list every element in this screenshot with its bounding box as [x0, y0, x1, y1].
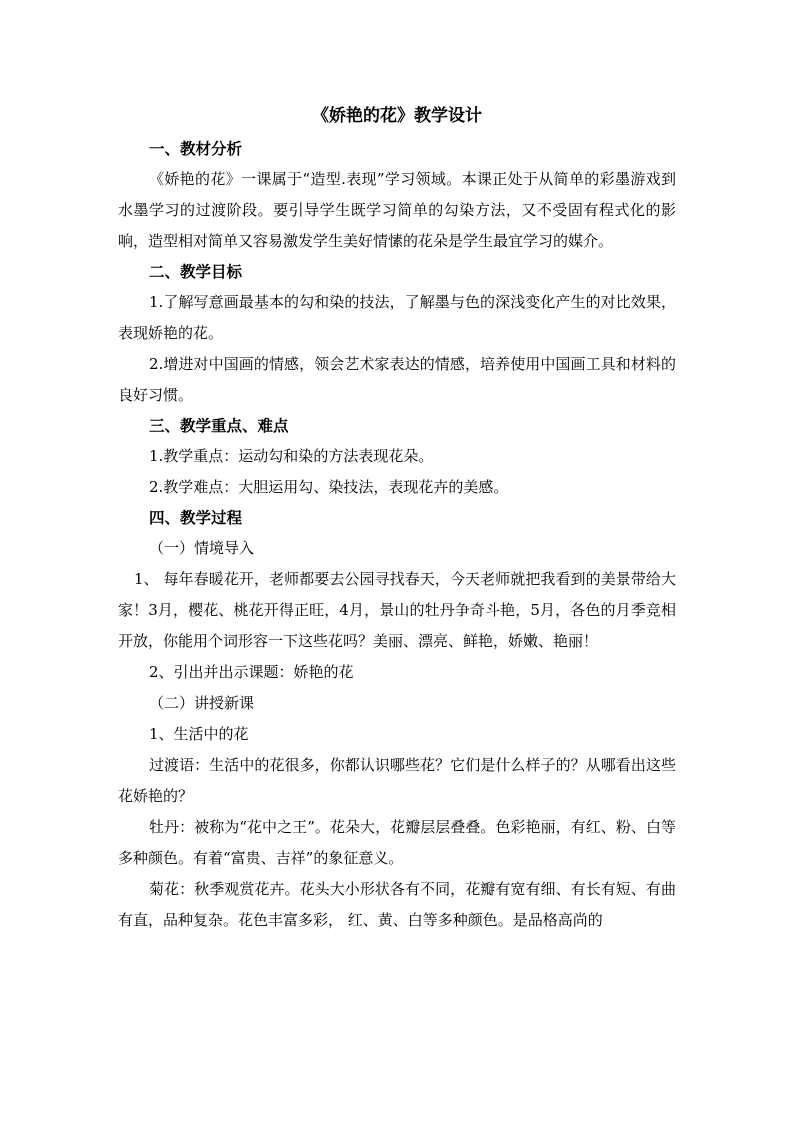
peony-paragraph: 牡丹：被称为“花中之王”。花朵大，花瓣层层叠叠。色彩艳丽，有红、粉、白等多种颜色。有着“富贵、吉祥”的象征意义。 — [118, 818, 676, 867]
section-heading-objectives: 二、教学目标 — [149, 262, 243, 281]
process-paragraph-2: 2、引出并出示课题：娇艳的花 — [149, 663, 354, 681]
subsection-heading-new-lesson: （二）讲授新课 — [149, 694, 255, 712]
document-title: 《娇艳的花》教学设计 — [312, 106, 482, 126]
analysis-paragraph: 《娇艳的花》一课属于“造型.表现”学习领域。本课正处于从简单的彩墨游戏到水墨学习的过渡阶段。要引导学生既学习简单的勾染方法，又不受固有程式化的影响，造型相对简单又容易激发学生美好情愫的花朵是学生最宜学习的媒介。 — [118, 170, 676, 250]
section-heading-analysis: 一、教材分析 — [149, 139, 243, 158]
key-point-item-1: 1.教学重点：运动勾和染的方法表现花朵。 — [149, 447, 434, 465]
key-point-item-2: 2.教学难点：大胆运用勾、染技法，表现花卉的美感。 — [149, 478, 509, 496]
objective-item-2: 2.增进对中国画的情感，领会艺术家表达的情感，培养使用中国画工具和材料的良好习惯。 — [118, 355, 676, 404]
section-heading-key-points: 三、教学重点、难点 — [149, 416, 289, 435]
objective-item-1: 1.了解写意画最基本的勾和染的技法，了解墨与色的深浅变化产生的对比效果，表现娇艳的花。 — [118, 293, 676, 342]
chrysanthemum-paragraph: 菊花：秋季观赏花卉。花头大小形状各有不同，花瓣有宽有细、有长有短、有曲有直，品种复杂。花色丰富多彩， 红、黄、白等多种颜色。是品格高尚的 — [118, 880, 676, 929]
transition-paragraph: 过渡语：生活中的花很多，你都认识哪些花？它们是什么样子的？从哪看出这些花娇艳的？ — [118, 756, 676, 805]
section-heading-process: 四、教学过程 — [149, 508, 243, 527]
process-paragraph-1: 1、 每年春暖花开，老师都要去公园寻找春天，今天老师就把我看到的美景带给大家！3月，樱花、桃花开得正旺，4月，景山的牡丹争奇斗艳，5月，各色的月季竞相开放，你能用个词形容一下这些花吗？美丽、漂亮、鲜艳，娇嫩、艳丽！ — [118, 570, 676, 650]
document-page — [118, 102, 676, 936]
process-paragraph-3: 1、生活中的花 — [149, 725, 249, 743]
subsection-heading-intro: （一）情境导入 — [149, 539, 255, 557]
